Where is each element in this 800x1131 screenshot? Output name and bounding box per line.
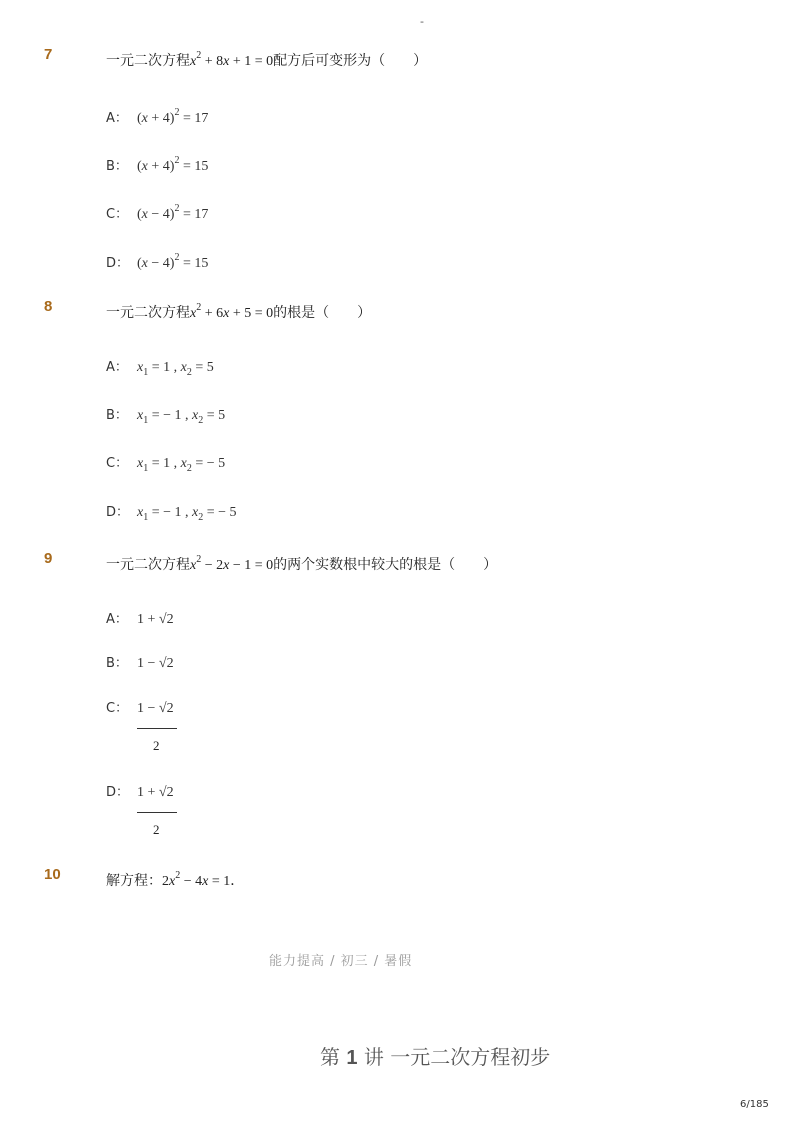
option-label: B：	[106, 408, 128, 423]
q9-stem-pre: 一元二次方程	[106, 557, 190, 573]
q8-stem-post: 的根是（ ）	[273, 305, 372, 321]
q8-option-d[interactable]	[106, 501, 237, 521]
lecture-number: 1	[346, 1047, 358, 1069]
lecture-suffix: 讲 一元二次方程初步	[363, 1045, 551, 1069]
q9-equation: $x^2 - 2x - 1 = 0$	[190, 554, 274, 573]
q9-option-d-numerator: 1 + √2	[137, 785, 174, 800]
option-label: D：	[106, 256, 130, 271]
q9-option-c[interactable]	[106, 697, 174, 717]
q8-option-c[interactable]	[106, 452, 225, 472]
q7-option-c-expr: $(x - 4)^2 = 17$	[137, 203, 209, 222]
q8-option-a[interactable]	[106, 356, 214, 376]
q9-option-c-denominator: 2	[153, 738, 160, 753]
q8-stem-pre: 一元二次方程	[106, 305, 190, 321]
lecture-title	[320, 1041, 550, 1070]
option-label: B：	[106, 656, 128, 671]
option-label: B：	[106, 159, 128, 174]
q7-option-d[interactable]	[106, 252, 208, 272]
question-10-number: 10	[44, 866, 61, 883]
q7-option-a-expr: $(x + 4)^2 = 17$	[137, 107, 209, 126]
q9-option-d[interactable]	[106, 781, 174, 801]
q9-option-d-denominator: 2	[153, 822, 160, 837]
q8-equation: $x^2 + 6x + 5 = 0$	[190, 302, 274, 321]
header-mark: -	[420, 15, 424, 28]
q10-stem-pre: 解方程：	[106, 873, 162, 889]
option-label: A：	[106, 612, 128, 627]
q8-option-a-expr: $x_1 = 1$ , $x_2 = 5$	[137, 360, 214, 378]
question-7-stem	[106, 50, 427, 70]
q8-option-c-expr: $x_1 = 1$ , $x_2$ = − 5	[137, 456, 226, 474]
q9-stem-post: 的两个实数根中较大的根是（ ）	[273, 557, 498, 573]
q9-option-d-fraction-bar	[137, 812, 177, 813]
q9-option-a-expr: 1 + √2	[137, 612, 174, 627]
q7-equation: $x^2 + 8x + 1 = 0$	[190, 50, 274, 69]
option-label: D：	[106, 505, 130, 520]
q9-option-a[interactable]	[106, 608, 174, 628]
q7-stem-pre: 一元二次方程	[106, 53, 190, 69]
q8-option-b[interactable]	[106, 404, 225, 424]
option-label: C：	[106, 207, 129, 222]
q10-equation: $2x^2 - 4x = 1$	[162, 870, 231, 889]
q7-option-b-expr: $(x + 4)^2 = 15$	[137, 155, 209, 174]
option-label: D：	[106, 785, 130, 800]
option-label: A：	[106, 360, 128, 375]
q7-stem-post: 配方后可变形为（ ）	[273, 53, 428, 69]
question-8-stem	[106, 302, 371, 322]
question-8-number: 8	[44, 298, 53, 315]
option-label: A：	[106, 111, 128, 126]
question-7-number: 7	[44, 46, 53, 63]
footer-category: 能力提高 / 初三 / 暑假	[269, 954, 413, 969]
q7-option-d-expr: $(x - 4)^2 = 15$	[137, 252, 209, 271]
q8-option-d-expr: $x_1$ = − 1 , $x_2$ = − 5	[137, 505, 237, 523]
question-10-stem	[106, 870, 244, 890]
lecture-prefix: 第	[320, 1045, 340, 1069]
q9-option-c-numerator: 1 − √2	[137, 701, 174, 716]
q8-option-b-expr: $x_1$ = − 1 , $x_2 = 5$	[137, 408, 226, 426]
question-9-number: 9	[44, 550, 53, 567]
option-label: C：	[106, 701, 129, 716]
question-9-stem	[106, 554, 497, 574]
q9-option-c-fraction-bar	[137, 728, 177, 729]
option-label: C：	[106, 456, 129, 471]
page-number: 6/185	[740, 1099, 769, 1110]
q10-stem-post: ．	[230, 873, 245, 889]
q9-option-b-expr: 1 − √2	[137, 656, 174, 671]
q7-option-c[interactable]	[106, 203, 208, 223]
q9-option-b[interactable]	[106, 652, 174, 672]
q7-option-a[interactable]	[106, 107, 208, 127]
q7-option-b[interactable]	[106, 155, 208, 175]
